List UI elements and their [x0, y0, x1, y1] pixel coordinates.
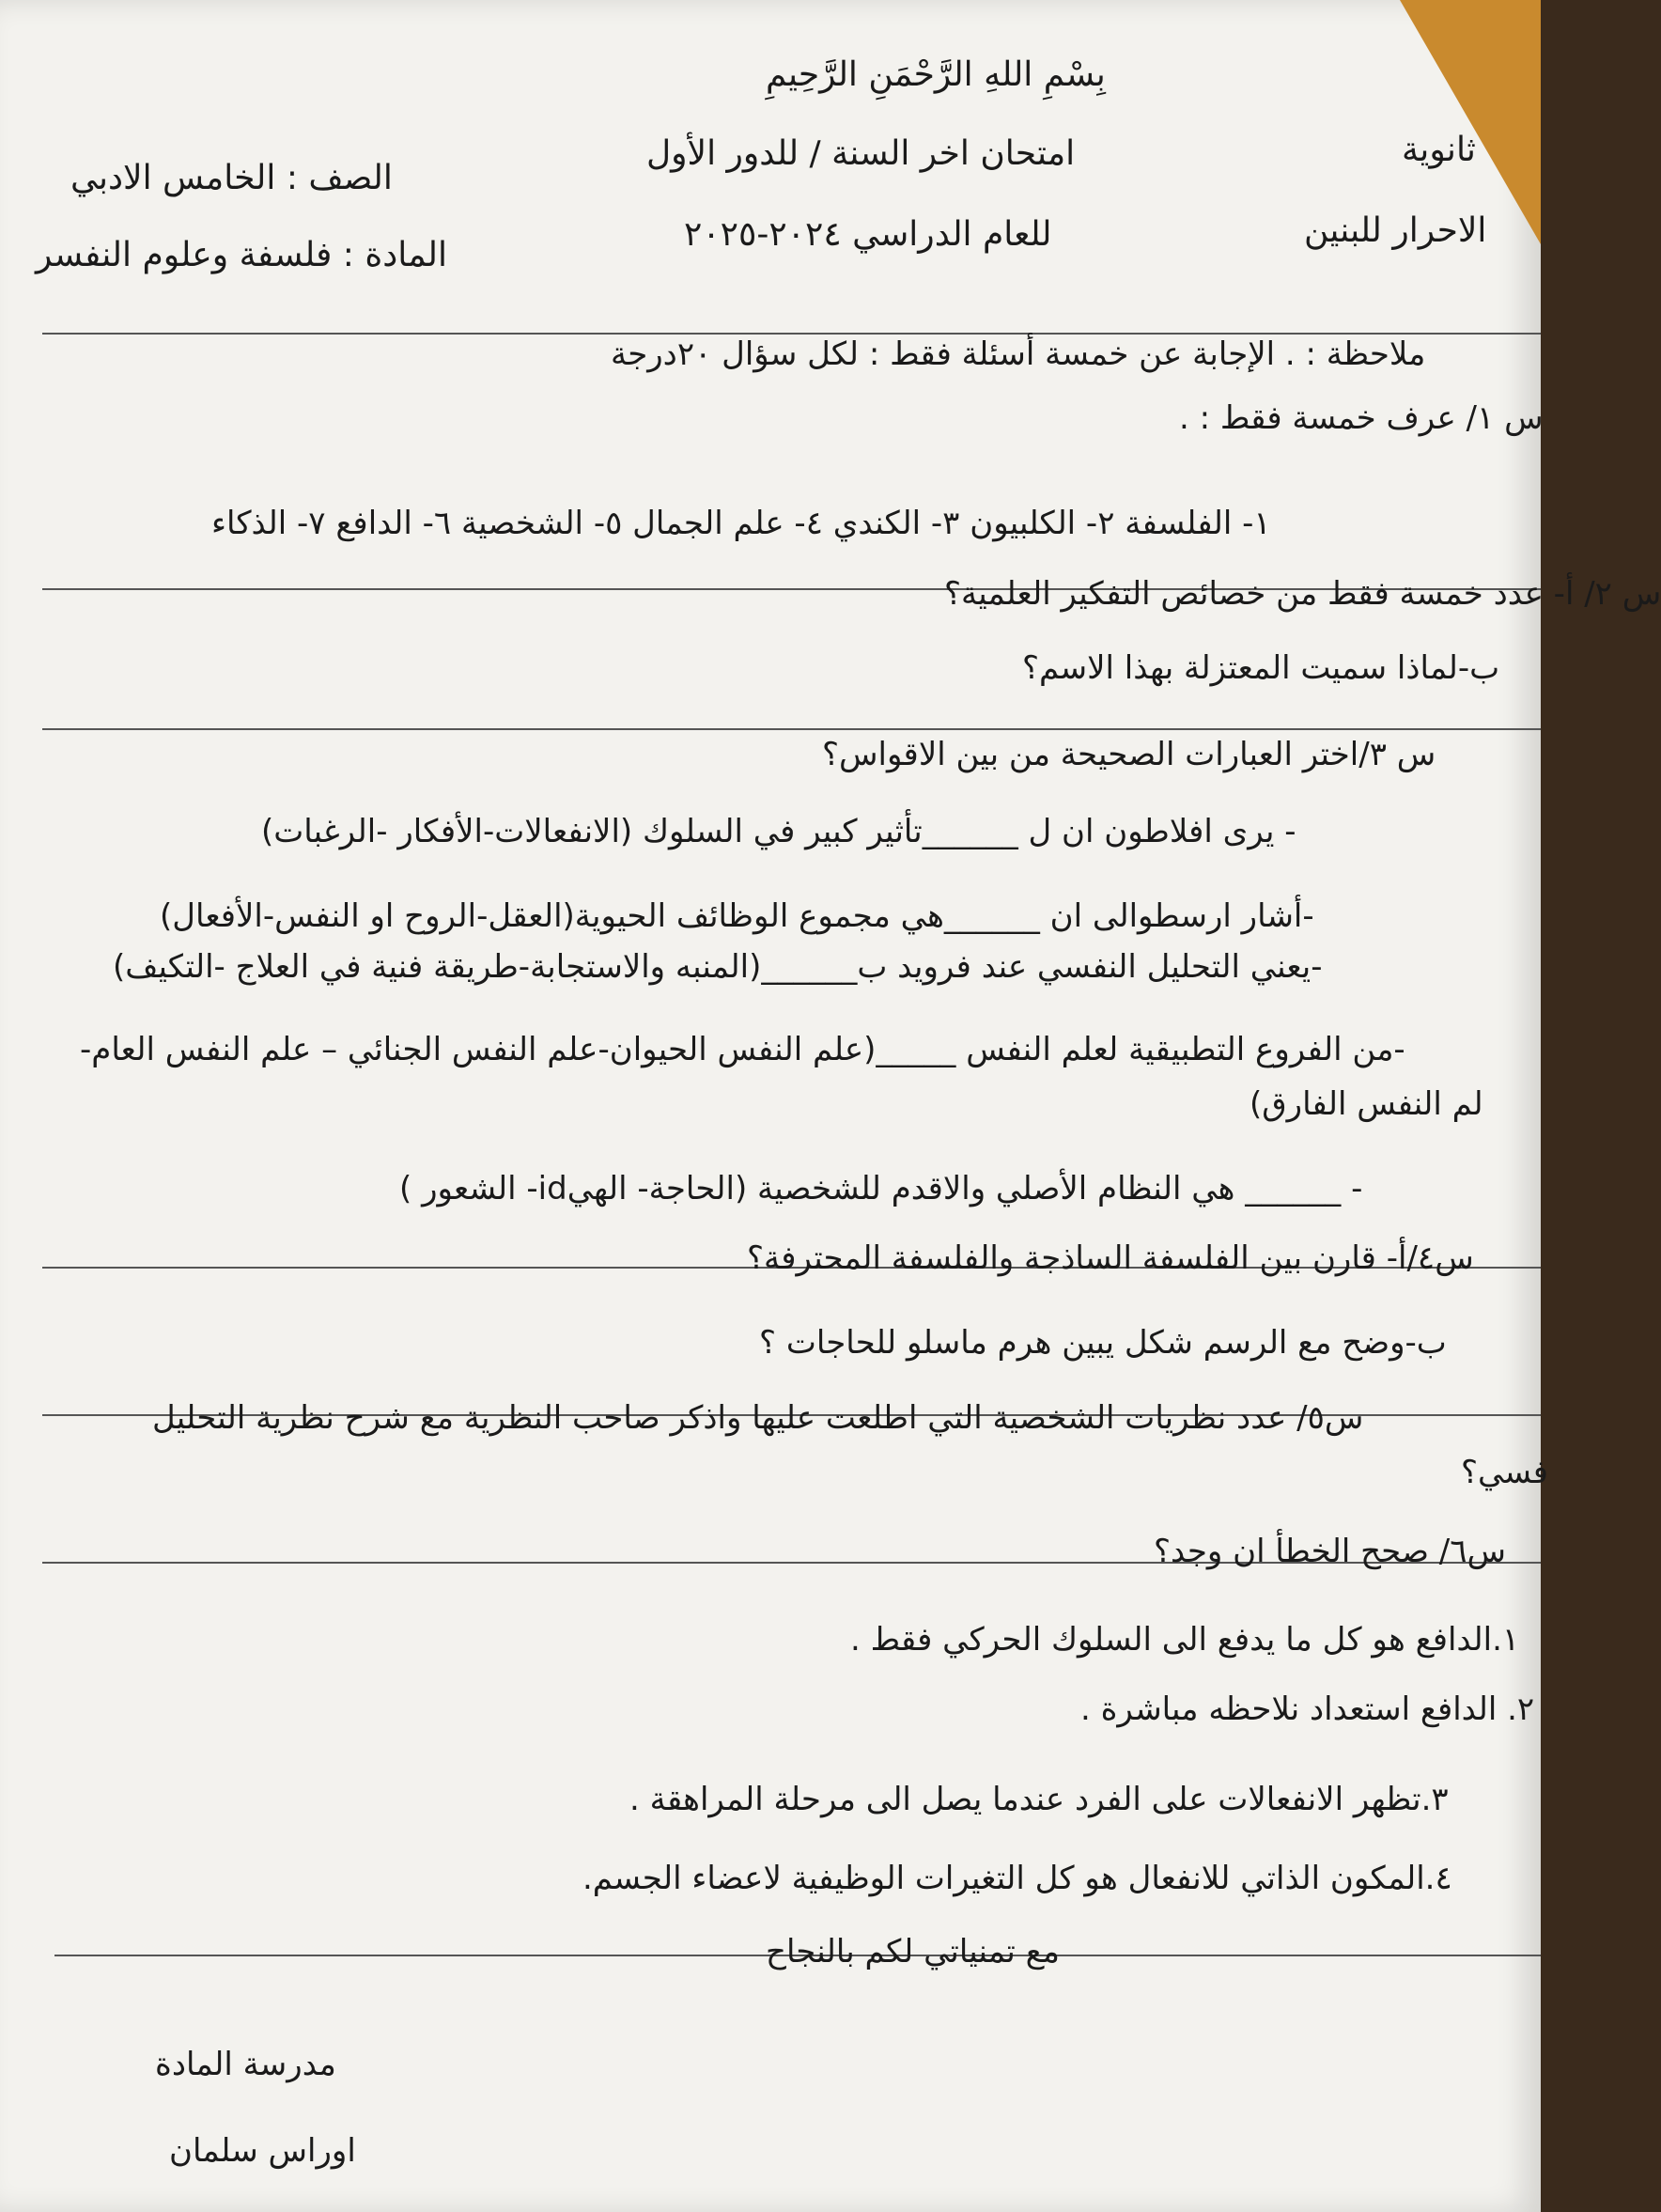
q2-part-a: س ٢/ أ- عدد خمسة فقط من خصائص التفكير العلمية؟ — [944, 575, 1661, 613]
q3-item-3: -يعني التحليل النفسي عند فرويد ب______(المنبه والاستجابة-طريقة فنية في العلاج -التكيف) — [113, 948, 1323, 986]
q6-item-4: ٤.المكون الذاتي للانفعال هو كل التغيرات الوظيفية لاعضاء الجسم. — [582, 1860, 1452, 1897]
signature-name: اوراس سلمان — [169, 2132, 356, 2170]
q3-item-2: -أشار ارسطوالى ان ______هي مجموع الوظائف الحيوية(العقل-الروح او النفس-الأفعال) — [160, 897, 1314, 935]
q4-part-a: س٤/أ- قارن بين الفلسفة الساذجة والفلسفة المحترفة؟ — [747, 1239, 1474, 1277]
q3-item-5: - ______ هي النظام الأصلي والاقدم للشخصية (الحاجة- الهيid- الشعور ) — [399, 1170, 1363, 1207]
basmala: بِسْمِ اللهِ الرَّحْمَنِ الرَّحِيمِ — [766, 55, 1106, 94]
q3-item-4-line-1: -من الفروع التطبيقية لعلم النفس _____(علم النفس الحيوان-علم النفس الجنائي – علم النفس العام- — [80, 1031, 1405, 1068]
q6-item-2: ٢. الدافع استعداد نلاحظه مباشرة . — [1080, 1690, 1535, 1728]
q6-title: س٦/ صحح الخطأ ان وجد؟ — [1154, 1533, 1506, 1570]
q1-title: س ١/ عرف خمسة فقط : . — [1179, 399, 1544, 437]
q4-part-b: ب-وضح مع الرسم شكل يبين هرم ماسلو للحاجات ؟ — [759, 1324, 1447, 1362]
school-name: الاحرار للبنين — [1304, 211, 1487, 250]
school-type: ثانوية — [1402, 131, 1476, 169]
q6-item-1: ١.الدافع هو كل ما يدفع الى السلوك الحركي فقط . — [850, 1621, 1520, 1659]
grade-label: الصف : الخامس الادبي — [70, 159, 393, 197]
q2-part-b: ب-لماذا سميت المعتزلة بهذا الاسم؟ — [1022, 649, 1500, 687]
academic-year: للعام الدراسي ٢٠٢٤-٢٠٢٥ — [684, 215, 1052, 254]
divider — [42, 728, 1541, 730]
closing-wish: مع تمنياتي لكم بالنجاح — [766, 1933, 1060, 1971]
divider — [42, 333, 1541, 335]
q5-line-1: س٥/ عدد نظريات الشخصية التي اطلعت عليها واذكر صاحب النظرية مع شرح نظرية التحليل — [152, 1399, 1364, 1437]
q1-terms: ١- الفلسفة ٢- الكلبيون ٣- الكندي ٤- علم الجمال ٥- الشخصية ٦- الدافع ٧- الذكاء — [211, 505, 1271, 542]
exam-note: ملاحظة : . الإجابة عن خمسة أسئلة فقط : لكل سؤال ٢٠درجة — [611, 335, 1426, 373]
q5-line-2: فسي؟ — [1461, 1454, 1548, 1491]
q3-title: س ٣/اختر العبارات الصحيحة من بين الاقواس؟ — [822, 736, 1436, 773]
page-corner-background — [1400, 0, 1541, 244]
q3-item-1: - يرى افلاطون ان ل ______تأثير كبير في السلوك (الانفعالات-الأفكار -الرغبات) — [261, 813, 1296, 850]
signature-role: مدرسة المادة — [155, 2046, 336, 2083]
q3-item-4-line-2: لم النفس الفارق) — [1250, 1085, 1483, 1123]
q6-item-3: ٣.تظهر الانفعالات على الفرد عندما يصل الى مرحلة المراهقة . — [629, 1781, 1449, 1818]
exam-title: امتحان اخر السنة / للدور الأول — [646, 134, 1076, 173]
subject-label: المادة : فلسفة وعلوم النفسر — [36, 236, 447, 274]
